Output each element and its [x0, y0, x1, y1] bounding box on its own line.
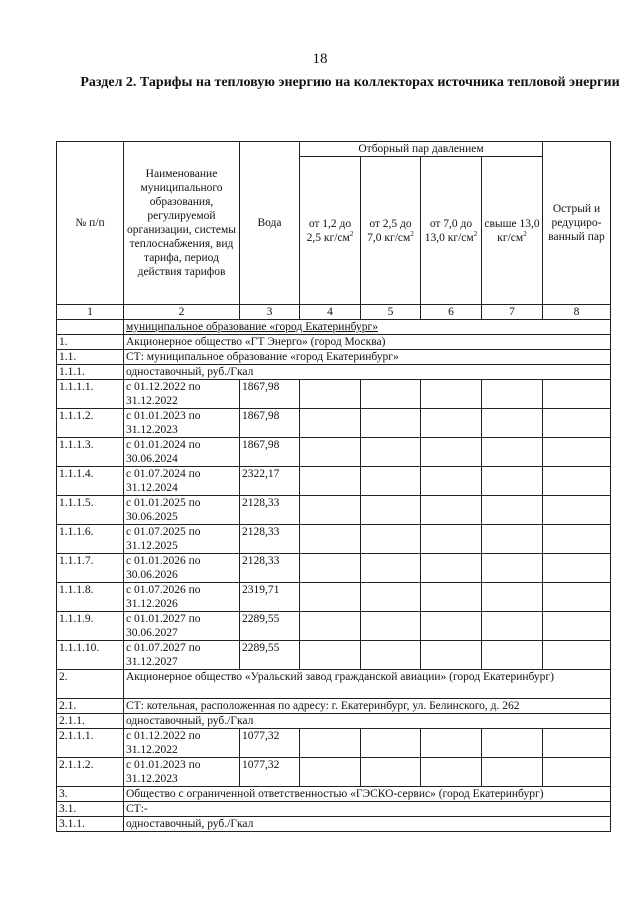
row-description: Акционерное общество «ГТ Энерго» (город Москва): [124, 335, 611, 350]
empty-cell: [300, 729, 361, 758]
row-description: СТ:-: [124, 802, 611, 817]
tariff-period: с 01.01.2025 по 30.06.2025: [124, 496, 240, 525]
column-number: 3: [240, 305, 300, 320]
table-row: [57, 525, 611, 554]
empty-cell: [482, 496, 543, 525]
tariff-period: с 01.01.2024 по 30.06.2024: [124, 438, 240, 467]
row-number: 1.1.1.8.: [57, 583, 124, 612]
row-description: Акционерное общество «Уральский завод гражданской авиации» (город Екатеринбург): [124, 670, 611, 699]
empty-cell: [361, 467, 421, 496]
table-row: [57, 496, 611, 525]
empty-cell: [421, 496, 482, 525]
empty-cell: [361, 554, 421, 583]
column-number: 6: [421, 305, 482, 320]
row-number: 1.1.1.2.: [57, 409, 124, 438]
empty-cell: [482, 467, 543, 496]
empty-cell: [300, 554, 361, 583]
empty-cell: [543, 758, 611, 787]
row-number: [57, 320, 124, 335]
empty-cell: [361, 496, 421, 525]
table-row: [57, 641, 611, 670]
row-description: СТ: котельная, расположенная по адресу: г. Екатеринбург, ул. Белинского, д. 262: [124, 699, 611, 714]
table-row: [57, 758, 611, 787]
empty-cell: [361, 525, 421, 554]
header-pressure-1: от 1,2 до 2,5 $кг/см^2$: [300, 157, 361, 305]
empty-cell: [482, 729, 543, 758]
empty-cell: [300, 438, 361, 467]
row-description: СТ: муниципальное образование «город Екатеринбург»: [124, 350, 611, 365]
header-sharp-steam: Острый и редуциро-ванный пар: [543, 142, 611, 305]
tariff-period: с 01.07.2024 по 31.12.2024: [124, 467, 240, 496]
empty-cell: [300, 467, 361, 496]
row-number: 1.1.: [57, 350, 124, 365]
table-header: [57, 142, 611, 320]
section-title: Раздел 2. Тарифы на тепловую энергию на коллекторах источника тепловой энергии: [80, 75, 620, 90]
column-number: 7: [482, 305, 543, 320]
table-row: [57, 380, 611, 409]
table-row: [57, 612, 611, 641]
column-number: 8: [543, 305, 611, 320]
table-row: [57, 467, 611, 496]
tariff-period: с 01.12.2022 по 31.12.2022: [124, 380, 240, 409]
empty-cell: [482, 554, 543, 583]
row-number: 3.1.1.: [57, 817, 124, 832]
empty-cell: [300, 612, 361, 641]
empty-cell: [482, 641, 543, 670]
tariff-water-value: 1077,32: [240, 729, 300, 758]
empty-cell: [543, 525, 611, 554]
column-number: 1: [57, 305, 124, 320]
empty-cell: [421, 729, 482, 758]
empty-cell: [482, 612, 543, 641]
table-row: [57, 438, 611, 467]
row-number: 1.1.1.5.: [57, 496, 124, 525]
header-pressure-3: от 7,0 до 13,0 $кг/см^2$: [421, 157, 482, 305]
tariff-period: с 01.01.2026 по 30.06.2026: [124, 554, 240, 583]
column-number: 4: [300, 305, 361, 320]
empty-cell: [421, 641, 482, 670]
tariff-period: с 01.01.2027 по 30.06.2027: [124, 612, 240, 641]
tariff-water-value: 1867,98: [240, 380, 300, 409]
empty-cell: [543, 612, 611, 641]
empty-cell: [421, 758, 482, 787]
empty-cell: [543, 583, 611, 612]
empty-cell: [543, 380, 611, 409]
tariff-table: [56, 141, 611, 832]
empty-cell: [421, 525, 482, 554]
empty-cell: [543, 467, 611, 496]
empty-cell: [421, 554, 482, 583]
tariff-period: с 01.12.2022 по 31.12.2022: [124, 729, 240, 758]
tariff-period: с 01.07.2025 по 31.12.2025: [124, 525, 240, 554]
tariff-water-value: 2322,17: [240, 467, 300, 496]
tariff-period: с 01.07.2026 по 31.12.2026: [124, 583, 240, 612]
tariff-water-value: 2128,33: [240, 496, 300, 525]
column-number: 2: [124, 305, 240, 320]
row-number: 1.1.1.1.: [57, 380, 124, 409]
tariff-water-value: 2128,33: [240, 554, 300, 583]
table-body: [57, 320, 611, 832]
page-number: 18: [312, 51, 328, 67]
header-pressure-4: свыше 13,0 $кг/см^2$: [482, 157, 543, 305]
tariff-period: с 01.01.2023 по 31.12.2023: [124, 409, 240, 438]
empty-cell: [421, 438, 482, 467]
table-row: [57, 787, 611, 802]
empty-cell: [543, 496, 611, 525]
empty-cell: [361, 729, 421, 758]
empty-cell: [300, 758, 361, 787]
table-row: [57, 350, 611, 365]
empty-cell: [361, 758, 421, 787]
column-number-row: [57, 305, 611, 320]
header-name: Наименование муниципального образования, регулируемой организации, системы теплоснабжения, вид тарифа, период действия тарифов: [124, 142, 240, 305]
table-row: [57, 554, 611, 583]
empty-cell: [300, 583, 361, 612]
empty-cell: [421, 612, 482, 641]
empty-cell: [543, 729, 611, 758]
empty-cell: [482, 583, 543, 612]
row-number: 2.1.: [57, 699, 124, 714]
row-number: 2.1.1.1.: [57, 729, 124, 758]
empty-cell: [300, 641, 361, 670]
tariff-period: с 01.07.2027 по 31.12.2027: [124, 641, 240, 670]
empty-cell: [421, 380, 482, 409]
table-row: [57, 365, 611, 380]
table-row: [57, 409, 611, 438]
empty-cell: [482, 380, 543, 409]
table-row: [57, 335, 611, 350]
empty-cell: [361, 612, 421, 641]
empty-cell: [300, 380, 361, 409]
row-number: 1.1.1.: [57, 365, 124, 380]
empty-cell: [543, 409, 611, 438]
empty-cell: [300, 525, 361, 554]
row-number: 1.1.1.10.: [57, 641, 124, 670]
table-row: [57, 699, 611, 714]
tariff-water-value: 2128,33: [240, 525, 300, 554]
empty-cell: [300, 409, 361, 438]
table-row: [57, 817, 611, 832]
header-water: Вода: [240, 142, 300, 305]
empty-cell: [361, 380, 421, 409]
tariff-water-value: 1867,98: [240, 438, 300, 467]
row-number: 1.1.1.4.: [57, 467, 124, 496]
municipality-title: муниципальное образование «город Екатеринбург»: [124, 320, 611, 335]
row-number: 1.1.1.7.: [57, 554, 124, 583]
tariff-period: с 01.01.2023 по 31.12.2023: [124, 758, 240, 787]
row-number: 1.: [57, 335, 124, 350]
header-pressure-2: от 2,5 до 7,0 $кг/см^2$: [361, 157, 421, 305]
empty-cell: [421, 467, 482, 496]
empty-cell: [421, 409, 482, 438]
table-row: [57, 320, 611, 335]
empty-cell: [361, 583, 421, 612]
empty-cell: [421, 583, 482, 612]
empty-cell: [543, 438, 611, 467]
tariff-water-value: 1867,98: [240, 409, 300, 438]
row-description: одноставочный, руб./Гкал: [124, 817, 611, 832]
row-number: 3.: [57, 787, 124, 802]
tariff-water-value: 2319,71: [240, 583, 300, 612]
tariff-water-value: 2289,55: [240, 641, 300, 670]
tariff-water-value: 2289,55: [240, 612, 300, 641]
row-description: одноставочный, руб./Гкал: [124, 365, 611, 380]
table-row: [57, 670, 611, 699]
empty-cell: [361, 641, 421, 670]
column-number: 5: [361, 305, 421, 320]
empty-cell: [543, 554, 611, 583]
table-row: [57, 802, 611, 817]
row-description: одноставочный, руб./Гкал: [124, 714, 611, 729]
row-number: 2.1.1.: [57, 714, 124, 729]
empty-cell: [482, 758, 543, 787]
row-number: 1.1.1.6.: [57, 525, 124, 554]
header-steam-group: Отборный пар давлением: [300, 142, 543, 157]
row-number: 1.1.1.9.: [57, 612, 124, 641]
empty-cell: [543, 641, 611, 670]
row-number: 2.1.1.2.: [57, 758, 124, 787]
empty-cell: [361, 409, 421, 438]
row-number: 3.1.: [57, 802, 124, 817]
table-row: [57, 583, 611, 612]
header-num: № п/п: [57, 142, 124, 305]
row-description: Общество с ограниченной ответственностью «ГЭСКО-сервис» (город Екатеринбург): [124, 787, 611, 802]
empty-cell: [300, 496, 361, 525]
empty-cell: [482, 438, 543, 467]
table-row: [57, 729, 611, 758]
row-number: 2.: [57, 670, 124, 699]
table-row: [57, 714, 611, 729]
row-number: 1.1.1.3.: [57, 438, 124, 467]
empty-cell: [482, 409, 543, 438]
empty-cell: [482, 525, 543, 554]
tariff-water-value: 1077,32: [240, 758, 300, 787]
empty-cell: [361, 438, 421, 467]
